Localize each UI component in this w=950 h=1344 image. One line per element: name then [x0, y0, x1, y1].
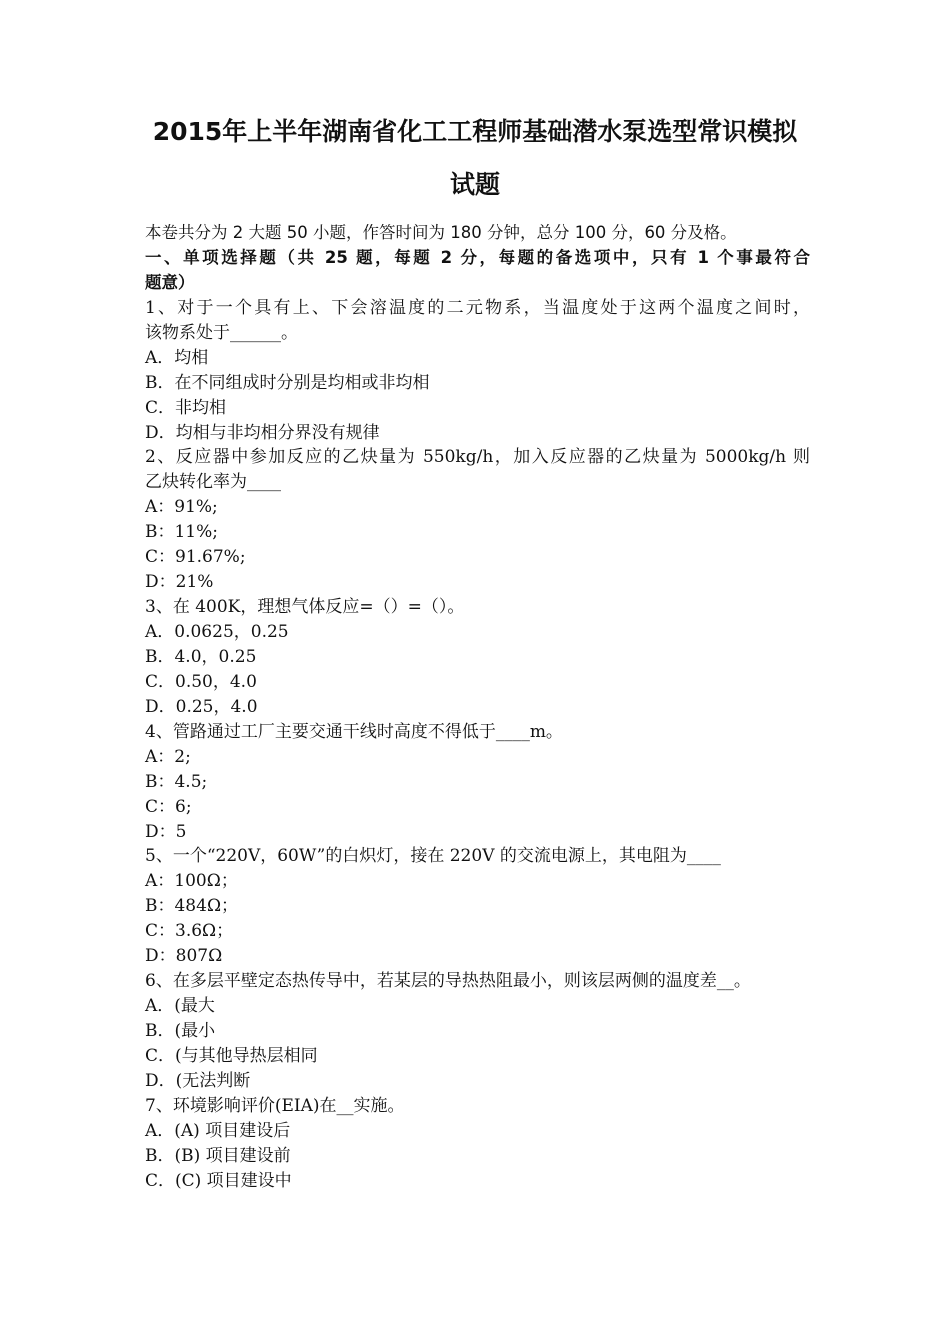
option-c: C：3.6Ω； — [145, 921, 234, 942]
option-d: D．0.25，4.0 — [145, 696, 258, 717]
doc-title-line-1: 2015年上半年湖南省化工工程师基础潜水泵选型常识模拟 — [152, 117, 798, 146]
question-6 — [145, 969, 810, 1094]
option-a: A．(A) 项目建设后 — [145, 1120, 291, 1141]
doc-title-line-2: 试题 — [449, 170, 500, 199]
option-d: D．(无法判断 — [145, 1070, 251, 1091]
option-a: A：2; — [145, 746, 191, 767]
option-c: C：6; — [145, 796, 192, 817]
question-text: 5、一个“220V，60W”的白炽灯，接在 220V 的交流电源上，其电阻为____ — [145, 846, 721, 867]
option-c: C．非均相 — [145, 397, 227, 418]
option-d: D：21% — [145, 572, 214, 593]
question-text: 2、反应器中参加反应的乙炔量为 550kg/h，加入反应器的乙炔量为 5000kg/h 则 — [145, 447, 810, 468]
question-text: 4、管路通过工厂主要交通干线时高度不得低于____m。 — [145, 721, 563, 742]
option-b: B：11%; — [145, 522, 219, 543]
doc-body — [145, 221, 810, 1194]
option-b: B．(B) 项目建设前 — [145, 1145, 291, 1166]
option-a: A：91%; — [145, 497, 218, 518]
question-text: 1、对于一个具有上、下会溶温度的二元物系，当温度处于这两个温度之间时， — [145, 297, 810, 318]
question-2 — [145, 445, 810, 595]
question-text: 3、在 400K，理想气体反应=（）=（）。 — [145, 597, 465, 618]
option-a: A．0.0625，0.25 — [145, 622, 289, 642]
question-text: 6、在多层平壁定态热传导中，若某层的导热热阻最小，则该层两侧的温度差__。 — [145, 971, 751, 992]
question-4 — [145, 720, 810, 845]
option-c: C．(与其他导热层相同 — [145, 1045, 318, 1066]
option-b: B：4.5; — [145, 771, 208, 792]
section-heading-line-1: 一、单项选择题（共 25 题，每题 2 分，每题的备选项中，只有 1 个事最符合 — [145, 247, 810, 267]
section-heading-line-2: 题意） — [145, 272, 195, 292]
question-text: 该物系处于______。 — [145, 322, 298, 343]
option-a: A：100Ω； — [145, 871, 238, 892]
option-c: C．(C) 项目建设中 — [145, 1170, 292, 1191]
question-text: 7、环境影响评价(EIA)在__实施。 — [145, 1095, 405, 1116]
question-text: 乙炔转化率为____ — [145, 472, 281, 493]
option-d: D：807Ω — [145, 946, 223, 967]
option-c: C：91.67%; — [145, 547, 246, 568]
question-3 — [145, 595, 810, 720]
question-7 — [145, 1094, 810, 1194]
option-b: B．在不同组成时分别是均相或非均相 — [145, 372, 430, 393]
option-c: C．0.50，4.0 — [145, 671, 257, 692]
option-b: B．4.0，0.25 — [145, 646, 257, 667]
exam-info: 本卷共分为 2 大题 50 小题，作答时间为 180 分钟，总分 100 分，60 分及格。 — [145, 223, 737, 242]
question-5 — [145, 844, 810, 969]
option-d: D：5 — [145, 821, 187, 842]
option-a: A．均相 — [145, 347, 209, 368]
option-b: B．(最小 — [145, 1021, 216, 1041]
option-b: B：484Ω； — [145, 896, 239, 917]
option-a: A．(最大 — [145, 996, 215, 1017]
question-1 — [145, 296, 810, 446]
option-d: D．均相与非均相分界没有规律 — [145, 422, 380, 443]
